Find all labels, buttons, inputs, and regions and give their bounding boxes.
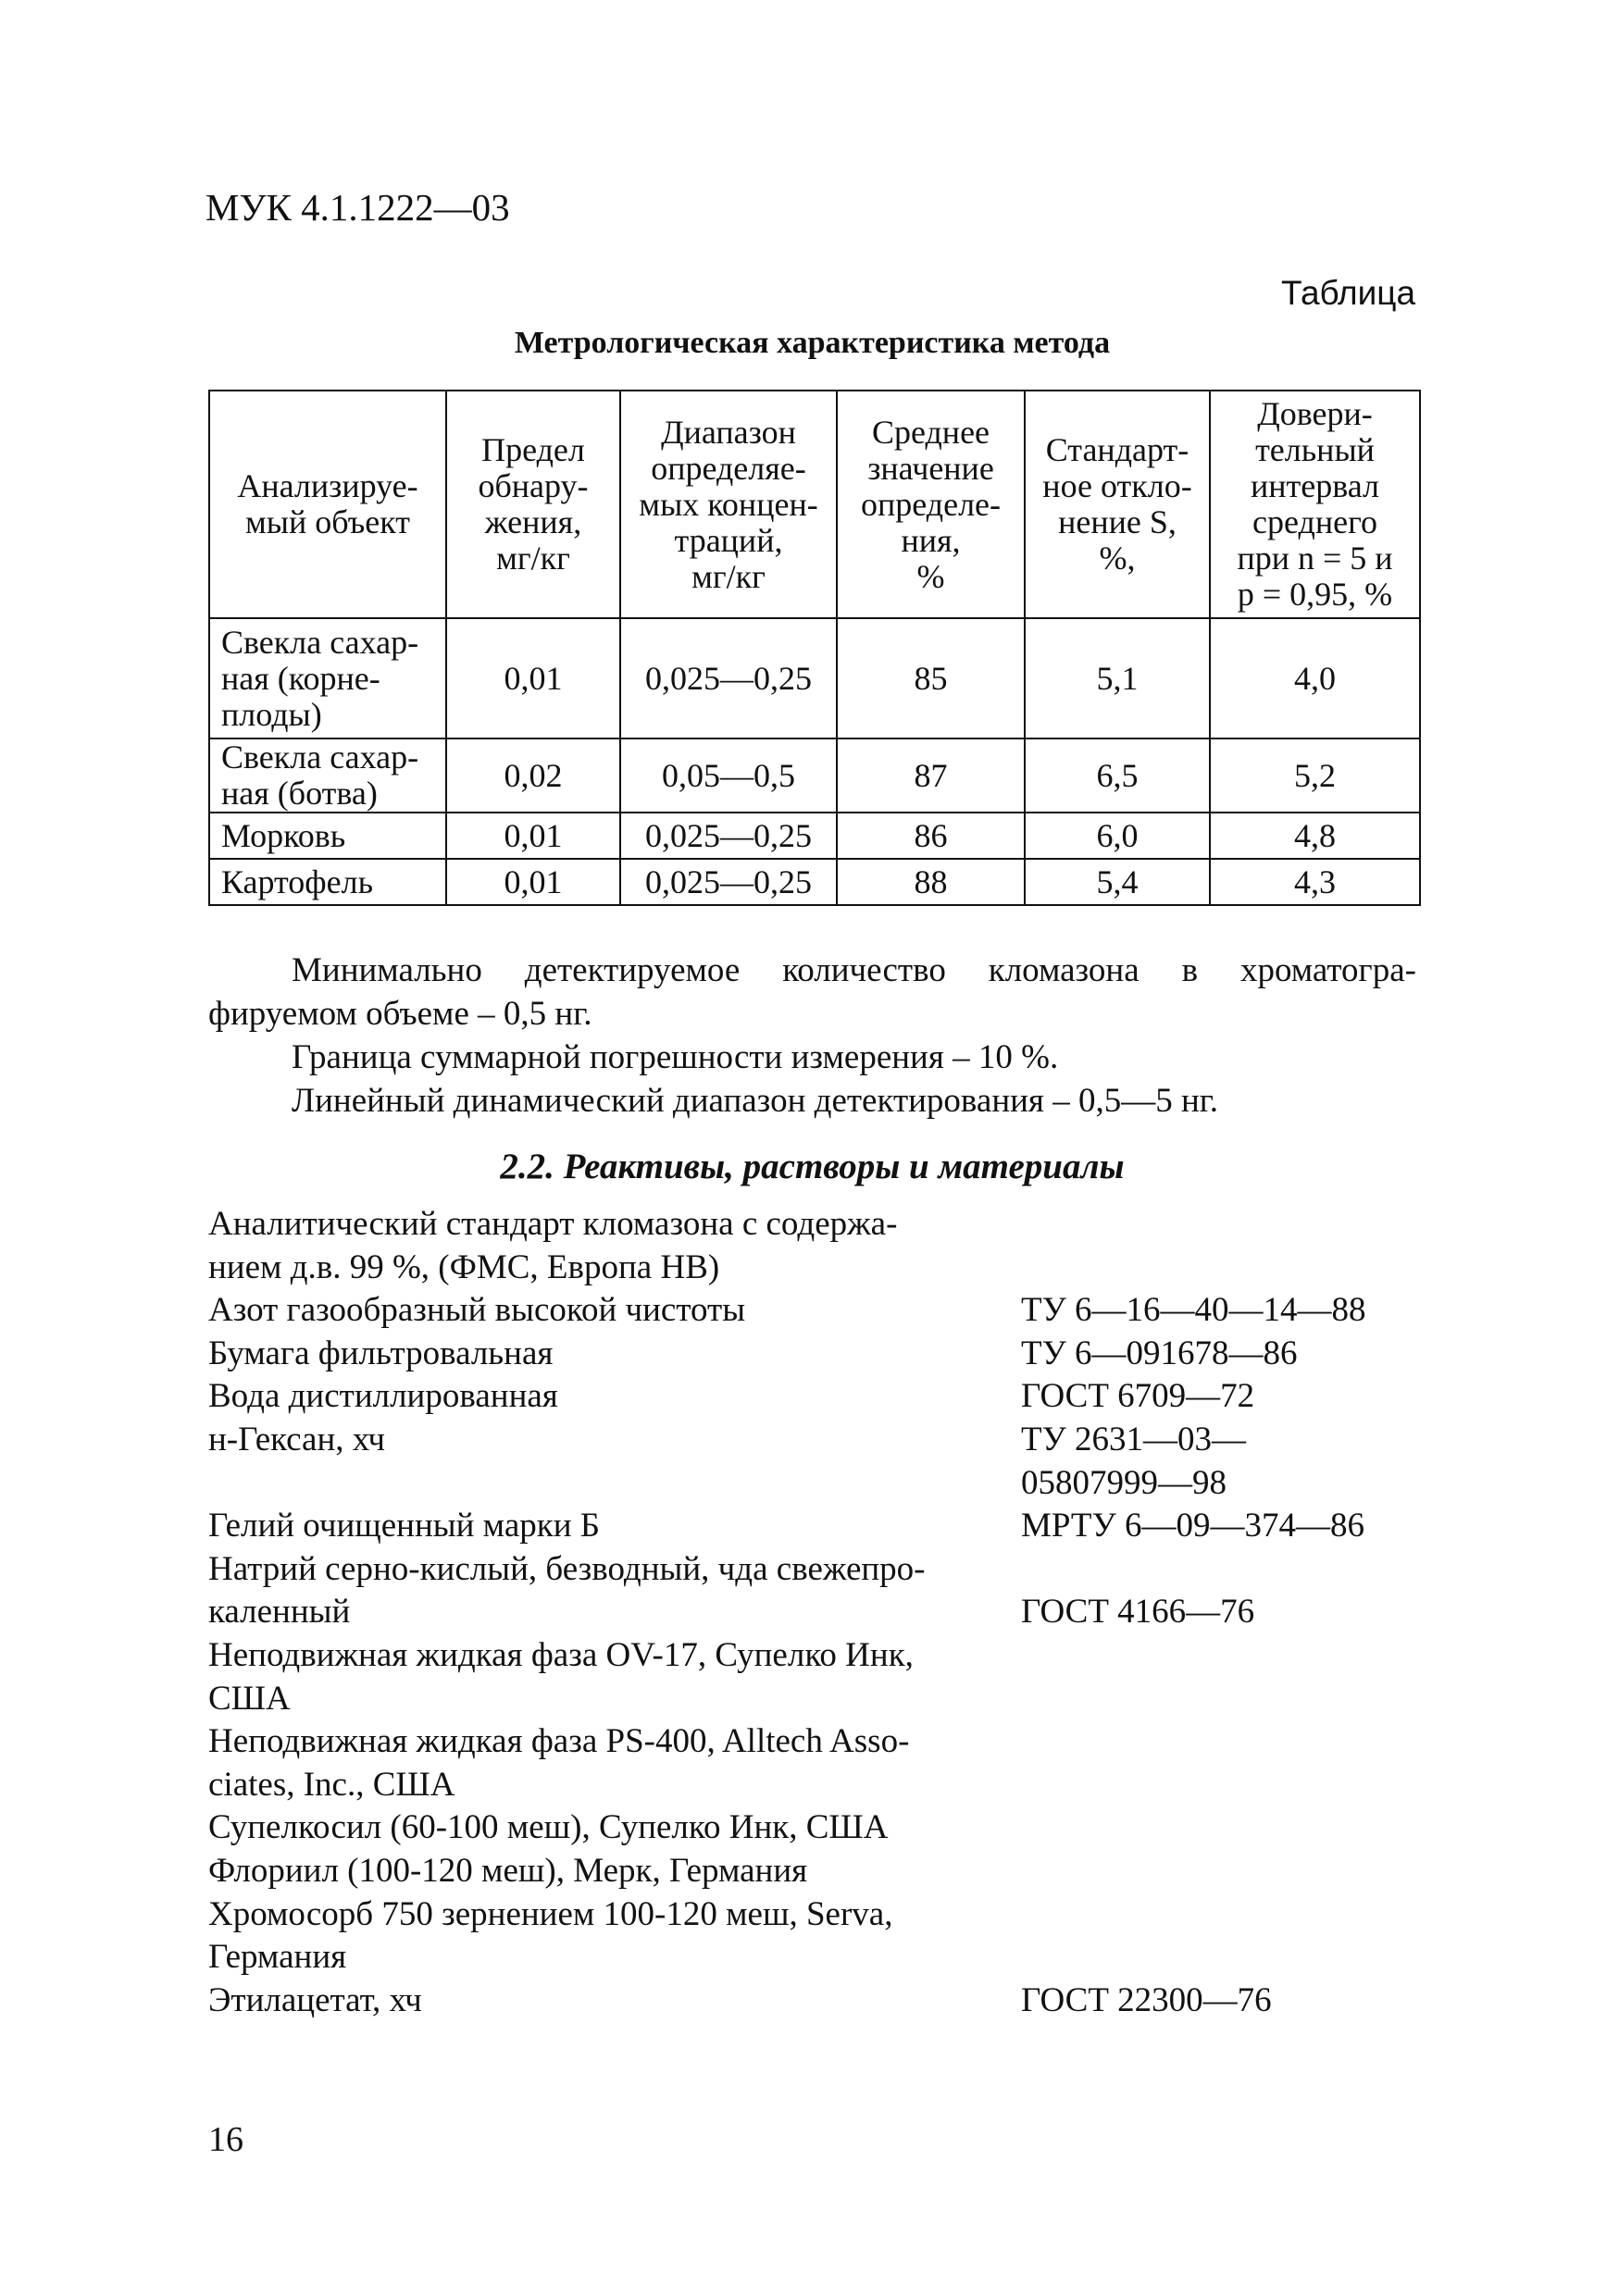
reagent-standard <box>1021 1980 1421 2023</box>
reagent-standard-line: ГОСТ 22300—76 <box>1021 1980 1272 2019</box>
reagent-item <box>208 1333 1421 1376</box>
table-row <box>209 859 1420 905</box>
reagent-name-line: Неподвижная жидкая фаза PS-400, Alltech Asso- <box>208 1722 910 1761</box>
header-line: ния, <box>901 521 961 559</box>
reagent-item <box>208 1850 1421 1893</box>
cell-mean: 85 <box>837 618 1025 738</box>
header-object <box>209 391 446 618</box>
reagent-name-line: ciates, Inc., США <box>208 1765 455 1804</box>
cell-sd: 5,1 <box>1025 618 1210 738</box>
reagent-item <box>208 1893 1421 1980</box>
reagent-standard <box>1021 1419 1421 1505</box>
header-line: Довери- <box>1257 395 1373 432</box>
cell-sd: 5,4 <box>1025 859 1210 905</box>
cell-ci: 4,0 <box>1210 618 1420 738</box>
page-number: 16 <box>208 2120 243 2159</box>
header-line: мг/кг <box>691 557 766 595</box>
cell-range: 0,025—0,25 <box>620 813 837 859</box>
reagent-standard <box>1021 1333 1421 1376</box>
reagent-name-line: Флориил (100-120 меш), Мерк, Германия <box>208 1851 808 1890</box>
reagent-item <box>208 1980 1421 2023</box>
reagent-item <box>208 1634 1421 1720</box>
reagent-name-line: Этилацетат, хч <box>208 1980 422 2019</box>
header-line: Предел <box>481 431 585 468</box>
cell-object <box>209 738 446 813</box>
cell-lod: 0,01 <box>446 618 620 738</box>
paragraph-min-detectable <box>208 949 1416 1036</box>
header-line: Среднее <box>871 413 990 451</box>
cell-object-line: Картофель <box>221 863 373 900</box>
reagent-item <box>208 1203 1421 1289</box>
header-line: Анализируе- <box>237 467 418 504</box>
header-ci <box>1210 391 1420 618</box>
reagent-name <box>208 1505 1021 1548</box>
reagent-standard <box>1021 1634 1421 1720</box>
reagent-name-line: Супелкосил (60-100 меш), Супелко Инк, США <box>208 1808 889 1847</box>
metrology-table <box>208 390 1421 906</box>
reagent-standard <box>1021 1893 1421 1980</box>
reagent-item <box>208 1720 1421 1806</box>
reagent-name-line: Гелий очищенный марки Б <box>208 1507 601 1545</box>
header-line: определяе- <box>651 449 806 487</box>
reagent-name <box>208 1980 1021 2023</box>
reagent-name <box>208 1375 1021 1419</box>
table-row <box>209 813 1420 859</box>
paragraph-linear-range: Линейный динамический диапазон детектирования – 0,5—5 нг. <box>292 1082 1219 1120</box>
cell-object-line: Свекла сахар- <box>221 623 419 661</box>
table-header-row <box>209 391 1420 618</box>
header-line: нение S, <box>1058 503 1177 540</box>
reagent-standard-line: ТУ 2631—03— <box>1021 1420 1247 1458</box>
cell-ci: 4,3 <box>1210 859 1420 905</box>
reagent-standard <box>1021 1806 1421 1850</box>
table-row <box>209 618 1420 738</box>
reagent-name-line: США <box>208 1679 291 1718</box>
word: количество <box>782 951 946 989</box>
table-row <box>209 738 1420 813</box>
cell-object-line: ная (ботва) <box>221 775 378 812</box>
reagent-name-line: Вода дистиллированная <box>208 1377 558 1416</box>
cell-mean: 86 <box>837 813 1025 859</box>
cell-ci: 5,2 <box>1210 738 1420 813</box>
reagent-name <box>208 1333 1021 1376</box>
header-line: мый объект <box>244 503 410 540</box>
reagent-standard <box>1021 1289 1421 1333</box>
reagents-list <box>208 1203 1421 2022</box>
cell-lod: 0,01 <box>446 813 620 859</box>
paragraph-error-limit: Граница суммарной погрешности измерения – 10 %. <box>292 1038 1059 1076</box>
reagent-name-line: Бумага фильтровальная <box>208 1334 554 1372</box>
reagent-item <box>208 1806 1421 1850</box>
paragraph-line: фируемом объеме – 0,5 нг. <box>208 995 592 1033</box>
table-label: Таблица <box>1281 274 1416 312</box>
cell-object <box>209 618 446 738</box>
reagent-item <box>208 1289 1421 1333</box>
cell-sd: 6,5 <box>1025 738 1210 813</box>
reagent-name <box>208 1634 1021 1720</box>
header-line: %, <box>1099 540 1136 577</box>
word: в <box>1181 951 1199 989</box>
cell-mean: 87 <box>837 738 1025 813</box>
reagent-standard-line: МРТУ 6—09—374—86 <box>1021 1507 1364 1545</box>
header-line: мых концен- <box>639 485 818 523</box>
reagent-standard <box>1021 1203 1421 1289</box>
header-mean <box>837 391 1025 618</box>
word: Минимально <box>292 951 482 989</box>
reagent-standard <box>1021 1850 1421 1893</box>
reagent-item <box>208 1419 1421 1505</box>
header-line: определе- <box>861 485 1001 523</box>
word: хроматогра- <box>1239 951 1416 989</box>
header-lod <box>446 391 620 618</box>
header-line: тельный <box>1255 431 1375 468</box>
reagent-standard-line: ГОСТ 6709—72 <box>1021 1377 1255 1416</box>
reagent-item <box>208 1505 1421 1548</box>
table-title: Метрологическая характеристика метода <box>514 326 1111 360</box>
header-line: значение <box>867 449 994 487</box>
header-line: ное откло- <box>1042 467 1192 504</box>
reagent-standard-line: ГОСТ 4166—76 <box>1021 1593 1255 1632</box>
header-line: обнару- <box>478 467 589 504</box>
header-line: Диапазон <box>661 413 796 451</box>
word: кломазона <box>988 951 1140 989</box>
header-range <box>620 391 837 618</box>
reagent-standard-line: ТУ 6—091678—86 <box>1021 1334 1298 1372</box>
header-line: % <box>916 557 945 595</box>
document-code: МУК 4.1.1222—03 <box>205 186 510 229</box>
header-line: при n = 5 и <box>1237 540 1393 577</box>
cell-object <box>209 859 446 905</box>
reagent-name <box>208 1806 1021 1850</box>
cell-mean: 88 <box>837 859 1025 905</box>
cell-ci: 4,8 <box>1210 813 1420 859</box>
cell-object-line: ная (корне- <box>221 659 380 697</box>
header-line: траций, <box>674 521 783 559</box>
header-line: Стандарт- <box>1045 431 1189 468</box>
cell-range: 0,05—0,5 <box>620 738 837 813</box>
header-line: p = 0,95, % <box>1237 576 1393 613</box>
reagent-standard <box>1021 1548 1421 1634</box>
reagent-name <box>208 1893 1021 1980</box>
reagent-name-line: Аналитический стандарт кломазона с содержа- <box>208 1205 898 1243</box>
word: детектируемое <box>524 951 741 989</box>
reagent-name-line: Натрий серно-кислый, безводный, чда свежепро- <box>208 1549 926 1588</box>
reagent-name <box>208 1289 1021 1333</box>
header-line: мг/кг <box>496 540 570 577</box>
cell-range: 0,025—0,25 <box>620 859 837 905</box>
reagent-name <box>208 1419 1021 1505</box>
reagent-name-line: каленный <box>208 1593 351 1632</box>
cell-range: 0,025—0,25 <box>620 618 837 738</box>
reagent-name <box>208 1203 1021 1289</box>
reagent-standard <box>1021 1720 1421 1806</box>
reagent-name <box>208 1720 1021 1806</box>
section-title: 2.2. Реактивы, растворы и материалы <box>500 1147 1125 1186</box>
reagent-name-line: нием д.в. 99 %, (ФМС, Европа НВ) <box>208 1247 720 1286</box>
cell-sd: 6,0 <box>1025 813 1210 859</box>
cell-object-line: плоды) <box>221 695 322 733</box>
reagent-name-line: Хромосорб 750 зернением 100-120 меш, Serva, <box>208 1894 893 1933</box>
cell-object <box>209 813 446 859</box>
header-line: жения, <box>484 503 582 540</box>
header-sd <box>1025 391 1210 618</box>
reagent-item <box>208 1375 1421 1419</box>
cell-object-line: Свекла сахар- <box>221 738 419 776</box>
reagent-name <box>208 1850 1021 1893</box>
cell-object-line: Морковь <box>221 816 346 854</box>
reagent-standard <box>1021 1505 1421 1548</box>
reagent-standard-line: 05807999—98 <box>1021 1463 1227 1502</box>
reagent-item <box>208 1548 1421 1634</box>
reagent-name-line: н-Гексан, хч <box>208 1420 386 1458</box>
header-line: среднего <box>1252 503 1377 540</box>
reagent-standard <box>1021 1375 1421 1419</box>
reagent-name-line: Германия <box>208 1938 347 1977</box>
reagent-name-line: Неподвижная жидкая фаза OV-17, Супелко Инк, <box>208 1635 914 1674</box>
reagent-standard-line: ТУ 6—16—40—14—88 <box>1021 1291 1366 1330</box>
cell-lod: 0,01 <box>446 859 620 905</box>
cell-lod: 0,02 <box>446 738 620 813</box>
reagent-name <box>208 1548 1021 1634</box>
header-line: интервал <box>1250 467 1379 504</box>
reagent-name-line: Азот газообразный высокой чистоты <box>208 1291 746 1330</box>
